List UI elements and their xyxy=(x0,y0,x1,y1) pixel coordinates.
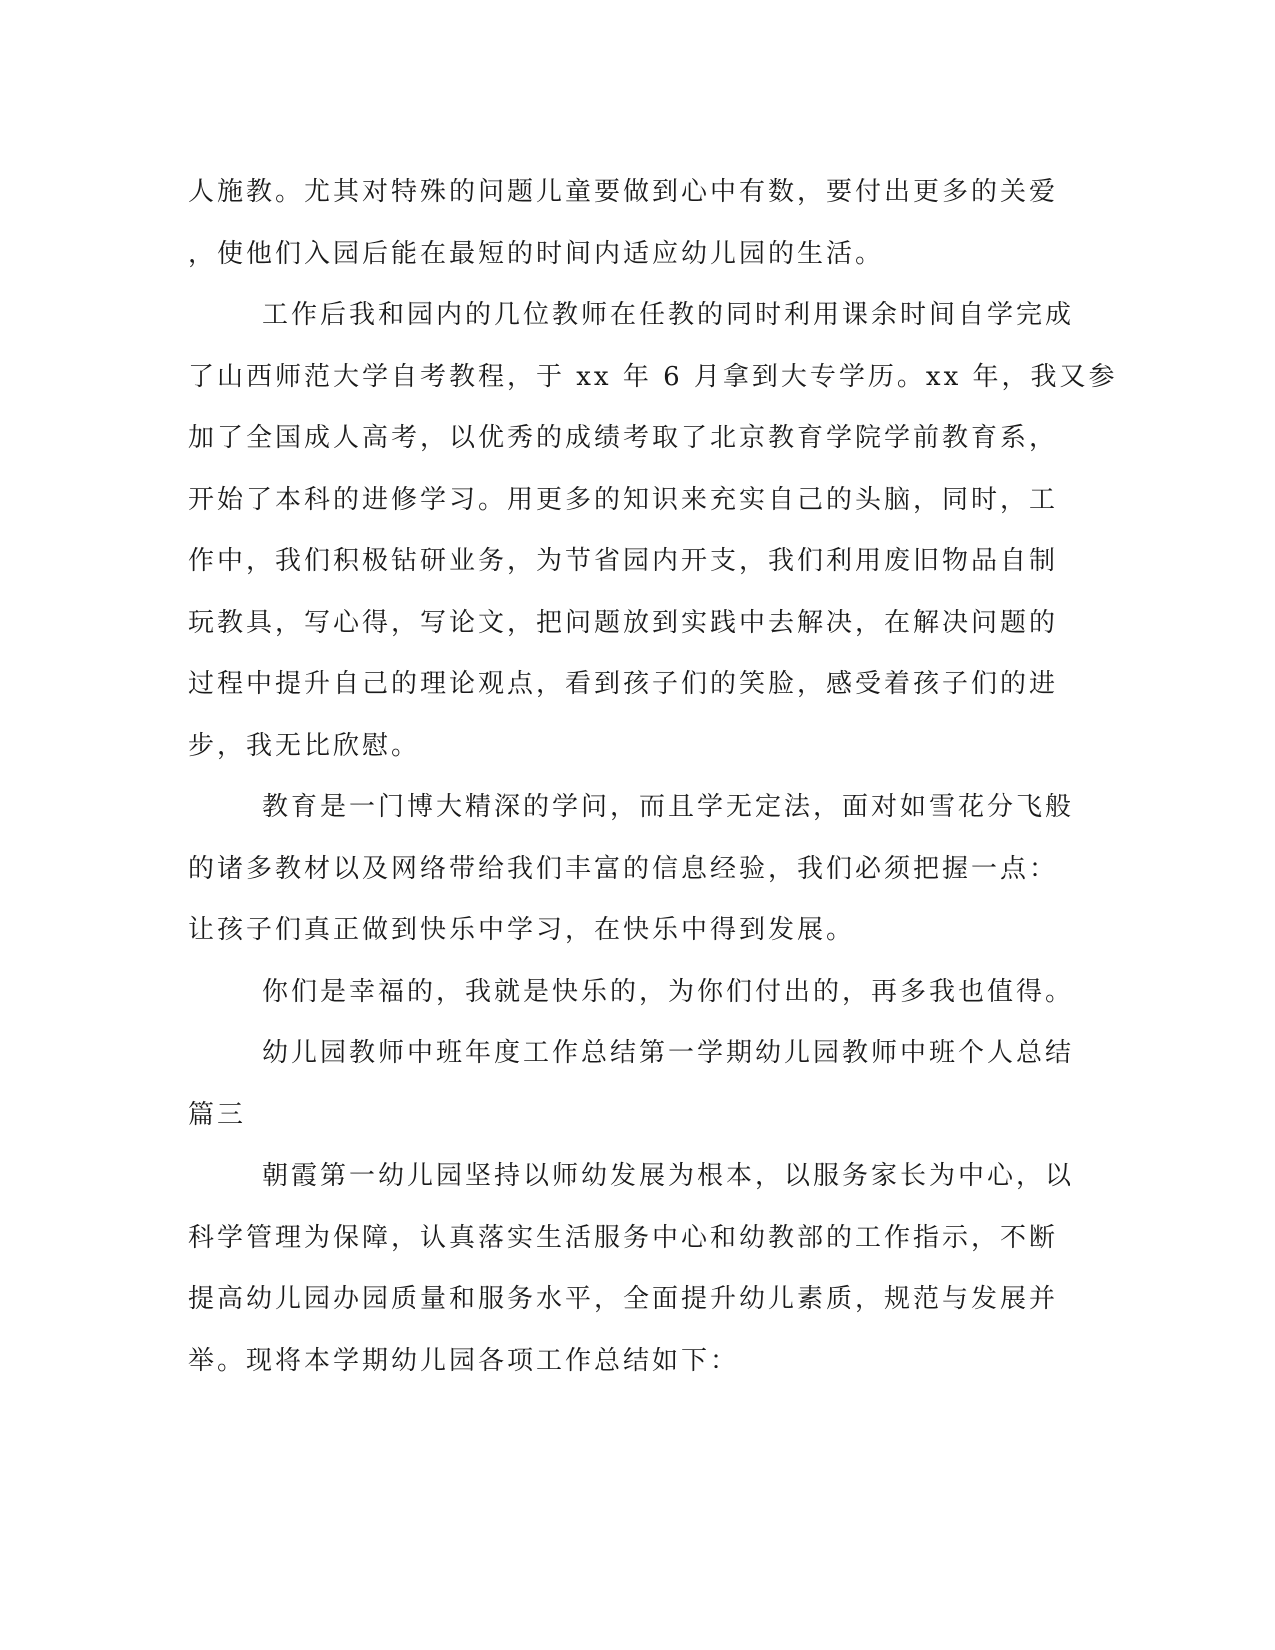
text-line: 玩教具，写心得，写论文，把问题放到实践中去解决，在解决问题的 xyxy=(188,607,1059,638)
text-line: 人施教。尤其对特殊的问题儿童要做到心中有数，要付出更多的关爱 xyxy=(188,177,1059,207)
text-line: 了山西师范大学自考教程，于 xx 年 6 月拿到大专学历。xx 年，我又参 xyxy=(188,361,1118,392)
text-line: 提高幼儿园办园质量和服务水平，全面提升幼儿素质，规范与发展并 xyxy=(188,1284,1059,1314)
text-line: 作中，我们积极钻研业务，为节省园内开支，我们利用废旧物品自制 xyxy=(188,546,1059,576)
text-line: 开始了本科的进修学习。用更多的知识来充实自己的头脑，同时，工 xyxy=(188,484,1059,515)
text-line: 步，我无比欣慰。 xyxy=(188,730,421,761)
text-line: 举。现将本学期幼儿园各项工作总结如下： xyxy=(188,1345,740,1376)
section-heading-line: 篇三 xyxy=(188,1099,247,1130)
text-line: 让孩子们真正做到快乐中学习，在快乐中得到发展。 xyxy=(188,915,856,945)
paragraph-first-line: 朝霞第一幼儿园坚持以师幼发展为根本，以服务家长为中心，以 xyxy=(262,1161,1075,1191)
paragraph-first-line: 你们是幸福的，我就是快乐的，为你们付出的，再多我也值得。 xyxy=(262,976,1075,1007)
text-line: 的诸多教材以及网络带给我们丰富的信息经验，我们必须把握一点： xyxy=(188,853,1059,884)
text-line: ，使他们入园后能在最短的时间内适应幼儿园的生活。 xyxy=(188,238,885,269)
document-body xyxy=(188,162,1118,1392)
section-heading-line: 幼儿园教师中班年度工作总结第一学期幼儿园教师中班个人总结 xyxy=(262,1038,1075,1068)
paragraph-first-line: 教育是一门博大精深的学问，而且学无定法，面对如雪花分飞般 xyxy=(262,792,1075,822)
paragraph-first-line: 工作后我和园内的几位教师在任教的同时利用课余时间自学完成 xyxy=(262,300,1075,330)
text-line: 科学管理为保障，认真落实生活服务中心和幼教部的工作指示，不断 xyxy=(188,1222,1059,1253)
text-line: 过程中提升自己的理论观点，看到孩子们的笑脸，感受着孩子们的进 xyxy=(188,669,1059,699)
text-line: 加了全国成人高考，以优秀的成绩考取了北京教育学院学前教育系， xyxy=(188,423,1059,453)
